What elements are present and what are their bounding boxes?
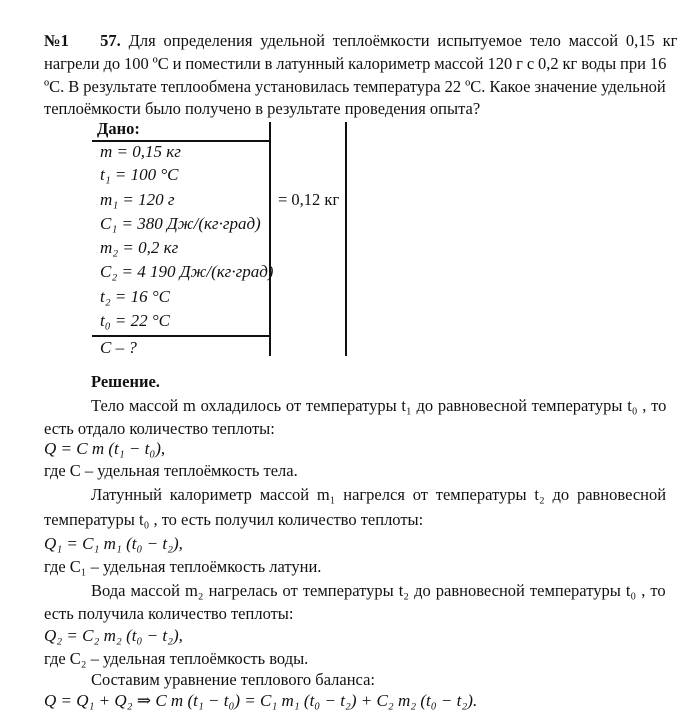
solution-line: где C – удельная теплоёмкость тела. xyxy=(44,461,298,480)
given-item: m₂ = 0,2 кг xyxy=(100,238,179,257)
problem-id: 57. xyxy=(100,31,121,50)
solution-line: Тело массой m охладилось от температуры t₁ до равновесной температуры t₀ , то xyxy=(91,396,667,415)
given-vertical-line xyxy=(269,122,271,356)
solution-line: есть отдало количество теплоты: xyxy=(44,419,275,438)
given-divider-bottom xyxy=(92,335,271,337)
solution-line: где C₁ – удельная теплоёмкость латуни. xyxy=(44,557,322,576)
solution-line: где C₂ – удельная теплоёмкость воды. xyxy=(44,649,309,668)
formula: Q₂ = C₂ m₂ (t₀ − t₂), xyxy=(44,626,183,645)
problem-number: №1 xyxy=(44,31,69,50)
solution-title: Решение. xyxy=(91,372,160,391)
heat-balance-formula: Q = Q₁ + Q₂ ⇒ C m (t₁ − t₀) = C₁ m₁ (t₀ − t₂) + C₂ m₂ (t₀ − t₂). xyxy=(44,691,478,710)
problem-line-1 xyxy=(44,32,677,50)
find-item: C – ? xyxy=(100,338,137,357)
given-item: m = 0,15 кг xyxy=(100,142,181,161)
given-item: t₀ = 22 °C xyxy=(100,311,170,330)
solution-line: Составим уравнение теплового баланса: xyxy=(91,670,375,689)
problem-text: Для определения удельной теплоёмкости испытуемое тело массой 0,15 кг xyxy=(128,31,678,50)
solution-line: Латунный калориметр массой m₁ нагрелся от температуры t₂ до равновесной xyxy=(91,485,667,504)
solution-line: есть получила количество теплоты: xyxy=(44,604,294,623)
problem-line-2: нагрели до 100 ºС и поместили в латунный калориметр массой 120 г с 0,2 кг воды при 16 xyxy=(44,54,667,73)
problem-line-3: ºС. В результате теплообмена установилась температура 22 ºС. Какое значение удельной xyxy=(44,77,666,96)
given-item: t₂ = 16 °C xyxy=(100,287,170,306)
si-vertical-line xyxy=(345,122,347,356)
formula: Q = C m (t₁ − t₀), xyxy=(44,439,166,458)
given-item: m₁ = 120 г xyxy=(100,190,175,209)
given-title: Дано: xyxy=(97,119,140,138)
given-item: t₁ = 100 °C xyxy=(100,165,179,184)
problem-line-4: теплоёмкости было получено в результате проведения опыта? xyxy=(44,99,481,118)
formula: Q₁ = C₁ m₁ (t₀ − t₂), xyxy=(44,534,183,553)
given-item: C₁ = 380 Дж/(кг·град) xyxy=(100,214,261,233)
si-conversion: = 0,12 кг xyxy=(278,190,340,209)
solution-line: температуры t₀ , то есть получил количество теплоты: xyxy=(44,510,424,529)
given-item: C₂ = 4 190 Дж/(кг·град) xyxy=(100,262,274,281)
solution-line: Вода массой m₂ нагрелась от температуры t₂ до равновесной температуры t₀ , то xyxy=(91,581,666,600)
